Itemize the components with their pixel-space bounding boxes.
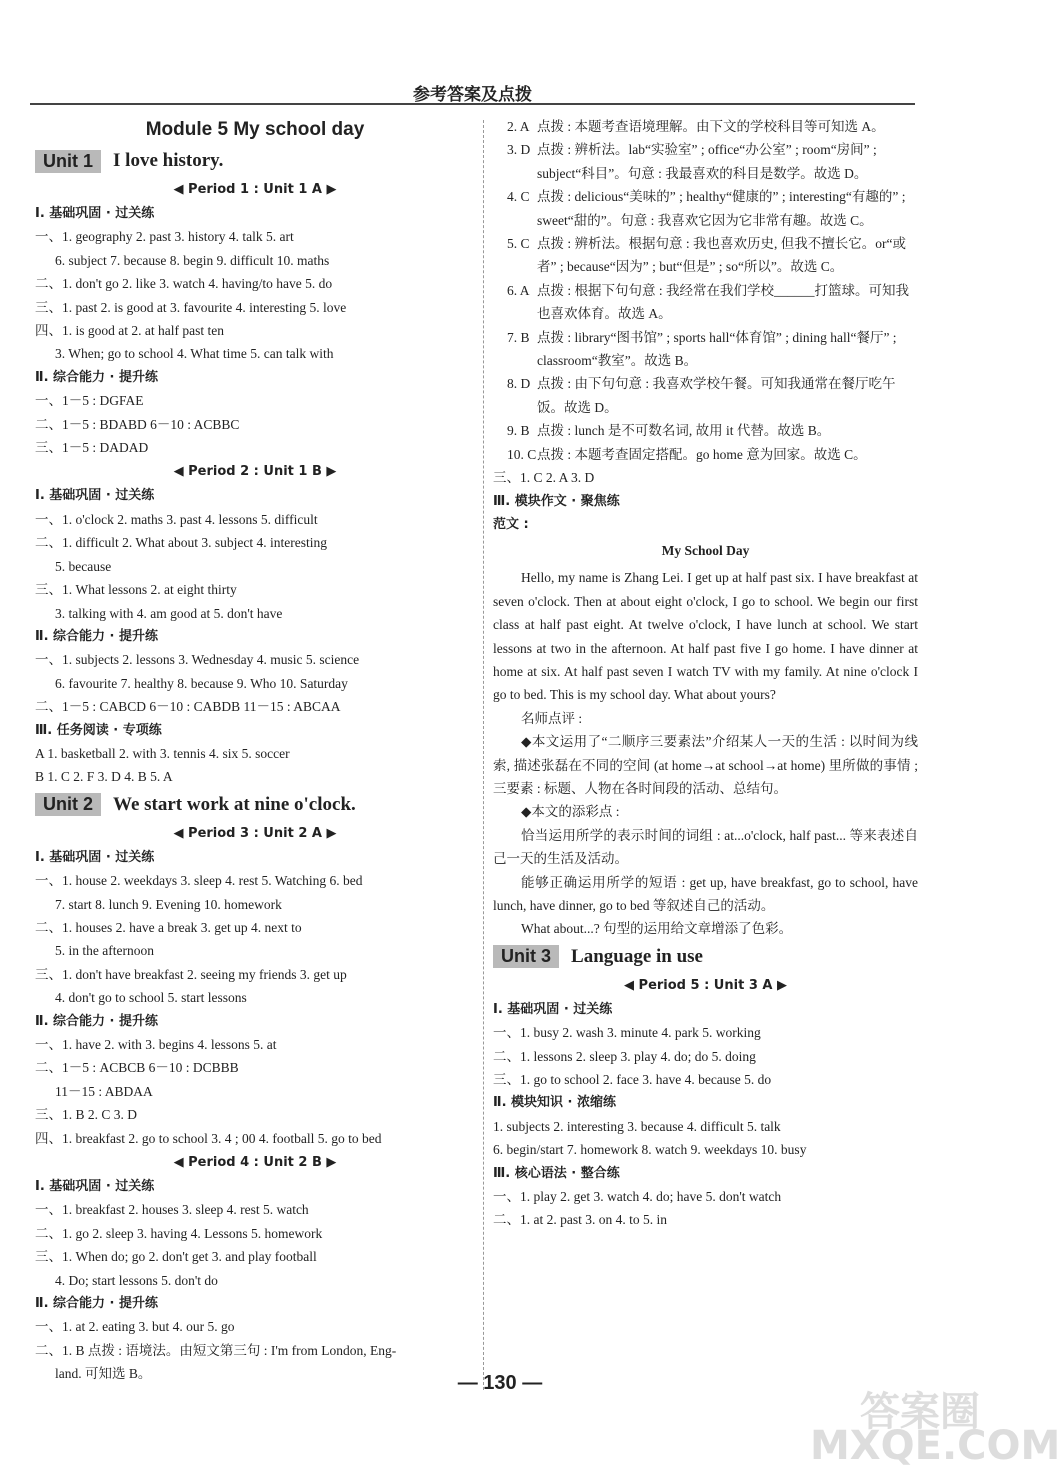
section-heading: Ⅰ. 基础巩固 · 过关练 bbox=[35, 206, 155, 221]
section-heading: Ⅰ. 基础巩固 · 过关练 bbox=[35, 488, 155, 504]
answer-number: 8. D bbox=[507, 376, 531, 392]
answer-item bbox=[493, 115, 918, 138]
answer-explanation: 点拨 : 本题考查固定搭配。go home 意为回家。故选 C。 bbox=[537, 446, 867, 462]
answer-item bbox=[493, 279, 918, 326]
answer-line: 1. subjects 2. interesting 3. because 4. difficult 5. talk bbox=[493, 1118, 781, 1134]
answer-line: 三、1. When do; go 2. don't get 3. and play football bbox=[35, 1249, 317, 1265]
essay-paragraph: 恰当运用所学的表示时间的词组 : at...o'clock, half past... 等来表述自己一天的生活及活动。 bbox=[493, 827, 918, 867]
section-heading: Ⅱ. 综合能力 · 提升练 bbox=[35, 628, 159, 644]
page-number: — 130 — bbox=[457, 1372, 543, 1394]
essay-paragraph: 名师点评 : bbox=[521, 710, 583, 726]
answer-line: 四、1. is good at 2. at half past ten bbox=[35, 323, 224, 339]
essay-paragraph: Hello, my name is Zhang Lei. I get up at half past six. I have breakfast at seven o'clock. Then at about eight o'clock, I go to school. We begin our first class at half past eight. At twelve o'clock, I have lunch at school. We start lessons at two in the afternoon. At half past five I go home. I have dinner at home at six. At half past seven I watch TV with my family. At nine o'clock I go to bed. This is my school day. What about yours? bbox=[493, 570, 918, 703]
answer-explanation: 点拨 : 辨析法。lab“实验室” ; office“办公室” ; room“房间” ; subject“科目”。句意 : 我最喜欢的科目是数学。故选 D。 bbox=[537, 142, 877, 181]
answer-item bbox=[493, 232, 918, 279]
answer-number: 3. D bbox=[507, 142, 531, 158]
answer-number: 6. A bbox=[507, 282, 530, 298]
section-heading: Ⅰ. 基础巩固 · 过关练 bbox=[35, 1179, 155, 1195]
answer-explanation: 点拨 : lunch 是不可数名词, 故用 it 代替。故选 B。 bbox=[537, 423, 831, 439]
answer-line: 二、1. difficult 2. What about 3. subject 4. interesting bbox=[35, 535, 327, 551]
period-heading: ◀ Period 1 : Unit 1 A ▶ bbox=[173, 182, 337, 197]
unit-title: We start work at nine o'clock. bbox=[113, 793, 356, 815]
section-heading: Ⅲ. 模块作文 · 聚焦练 bbox=[493, 493, 620, 509]
answer-explanation: 点拨 : 本题考查语境理解。由下文的学校科目等可知选 A。 bbox=[537, 119, 885, 134]
answer-explanation: 点拨 : library“图书馆” ; sports hall“体育馆” ; dining hall“餐厅” ; classroom“教室”。故选 B。 bbox=[537, 329, 897, 369]
answer-line-continued: 5. because bbox=[55, 558, 112, 574]
answer-line: 四、1. breakfast 2. go to school 3. 4 ; 00 4. football 5. go to bed bbox=[35, 1130, 382, 1146]
answer-line: 二、1－5 : BDABD 6－10 : ACBBC bbox=[35, 416, 240, 432]
answer-line: 三、1－5 : DADAD bbox=[35, 440, 149, 456]
right-column bbox=[493, 115, 918, 1232]
answer-line: B 1. C 2. F 3. D 4. B 5. A bbox=[35, 769, 173, 785]
section-heading: Ⅰ. 基础巩固 · 过关练 bbox=[35, 849, 155, 865]
answer-line-continued: land. 可知选 B。 bbox=[55, 1366, 152, 1382]
section-heading: Ⅱ. 模块知识 · 浓缩练 bbox=[493, 1095, 617, 1111]
watermark-logo bbox=[810, 1389, 1060, 1469]
answer-line: 一、1. at 2. eating 3. but 4. our 5. go bbox=[35, 1319, 235, 1335]
answer-item bbox=[493, 372, 918, 419]
answer-line: 二、1. houses 2. have a break 3. get up 4. next to bbox=[35, 919, 302, 935]
answer-line-continued: 3. When; go to school 4. What time 5. can talk with bbox=[55, 346, 334, 362]
period-heading: ◀ Period 2 : Unit 1 B ▶ bbox=[173, 464, 337, 480]
unit-badge: Unit 3 bbox=[493, 945, 559, 968]
period-heading: ◀ Period 5 : Unit 3 A ▶ bbox=[624, 977, 787, 993]
section-heading: Ⅲ. 核心语法 · 整合练 bbox=[493, 1165, 620, 1181]
answer-line: 三、1. What lessons 2. at eight thirty bbox=[35, 582, 237, 598]
answer-line: 三、1. past 2. is good at 3. favourite 4. interesting 5. love bbox=[35, 299, 347, 315]
answer-line-continued: 5. in the afternoon bbox=[55, 943, 154, 959]
answer-item bbox=[493, 326, 918, 373]
unit-title: I love history. bbox=[113, 150, 224, 171]
answer-line-continued: 6. subject 7. because 8. begin 9. difficult 10. maths bbox=[55, 252, 330, 268]
answer-line: 三、1. go to school 2. face 3. have 4. because 5. do bbox=[493, 1072, 772, 1088]
section-heading: Ⅱ. 综合能力 · 提升练 bbox=[35, 369, 159, 385]
left-column bbox=[35, 115, 475, 1386]
answer-number: 9. B bbox=[507, 423, 530, 439]
answer-number: 2. A bbox=[507, 119, 530, 134]
answer-line: 二、1－5 : ACBCB 6－10 : DCBBB bbox=[35, 1060, 239, 1076]
answer-line: 三、1. C 2. A 3. D bbox=[493, 470, 595, 486]
answer-explanation: 点拨 : 由下句句意 : 我喜欢学校午餐。可知我通常在餐厅吃午饭。故选 D。 bbox=[537, 376, 896, 415]
answer-item bbox=[493, 138, 918, 185]
section-heading: Ⅲ. 任务阅读 · 专项练 bbox=[35, 722, 162, 738]
essay-title: My School Day bbox=[661, 543, 750, 559]
answer-line: 一、1. busy 2. wash 3. minute 4. park 5. working bbox=[493, 1025, 761, 1041]
unit-badge: Unit 1 bbox=[35, 150, 101, 173]
essay-paragraph: ◆本文的添彩点 : bbox=[521, 804, 620, 820]
answer-explanation: 点拨 : 根据下句句意 : 我经常在我们学校______打篮球。可知我也喜欢体育。故选 A。 bbox=[537, 282, 910, 322]
answer-number: 7. B bbox=[507, 329, 530, 345]
answer-line: 一、1. house 2. weekdays 3. sleep 4. rest 5. Watching 6. bed bbox=[35, 873, 363, 889]
period-heading: ◀ Period 3 : Unit 2 A ▶ bbox=[173, 825, 337, 841]
answer-line: 二、1. lessons 2. sleep 3. play 4. do; do 5. doing bbox=[493, 1048, 756, 1064]
unit-badge: Unit 2 bbox=[35, 793, 101, 816]
answer-number: 10. C bbox=[507, 446, 537, 462]
header-rule bbox=[30, 103, 915, 105]
unit-heading bbox=[35, 145, 475, 177]
module-title: Module 5 My school day bbox=[145, 119, 365, 140]
answer-number: 5. C bbox=[507, 236, 530, 252]
answer-line: 二、1. go 2. sleep 3. having 4. Lessons 5. homework bbox=[35, 1225, 323, 1241]
answer-explanation: 点拨 : delicious“美味的” ; healthy“健康的” ; interesting“有趣的” ; sweet“甜的”。句意 : 我喜欢它因为它非常有趣。故选 C。 bbox=[537, 189, 906, 228]
answer-line: 一、1－5 : DGFAE bbox=[35, 393, 144, 409]
answer-number: 4. C bbox=[507, 189, 530, 205]
answer-line: 一、1. geography 2. past 3. history 4. talk 5. art bbox=[35, 229, 294, 245]
answer-line: 三、1. B 2. C 3. D bbox=[35, 1107, 138, 1123]
answer-explanation: 点拨 : 辨析法。根据句意 : 我也喜欢历史, 但我不擅长它。or“或者” ; because“因为” ; but“但是” ; so“所以”。故选 C。 bbox=[537, 236, 906, 275]
answer-line-continued: 4. Do; start lessons 5. don't do bbox=[55, 1272, 218, 1288]
answer-line-continued: 11－15 : ABDAA bbox=[55, 1083, 153, 1099]
answer-line-continued: 4. don't go to school 5. start lessons bbox=[55, 990, 247, 1006]
essay-paragraph: 能够正确运用所学的短语 : get up, have breakfast, go to school, have lunch, have dinner, go to bed 等叙述自己的活动。 bbox=[493, 874, 918, 913]
watermark-text: 答案圈 MXQE.COM bbox=[810, 1389, 1060, 1469]
answer-line: 二、1－5 : CABCD 6－10 : CABDB 11－15 : ABCAA bbox=[35, 699, 341, 715]
answer-line: 一、1. o'clock 2. maths 3. past 4. lessons 5. difficult bbox=[35, 511, 318, 527]
answer-line: 三、1. don't have breakfast 2. seeing my friends 3. get up bbox=[35, 966, 347, 982]
answer-line: 二、1. don't go 2. like 3. watch 4. having/to have 5. do bbox=[35, 276, 333, 292]
answer-line: 二、1. B 点拨 : 语境法。由短文第三句 : I'm from London, Eng- bbox=[35, 1342, 397, 1358]
essay-paragraph: What about...? 句型的运用给文章增添了色彩。 bbox=[521, 921, 793, 937]
unit-title: Language in use bbox=[571, 945, 703, 967]
answer-item bbox=[493, 419, 918, 442]
answer-item bbox=[493, 185, 918, 232]
answer-line-continued: 3. talking with 4. am good at 5. don't have bbox=[55, 605, 283, 621]
section-heading: Ⅰ. 基础巩固 · 过关练 bbox=[493, 1001, 613, 1017]
answer-line: 6. begin/start 7. homework 8. watch 9. weekdays 10. busy bbox=[493, 1142, 807, 1158]
page-header: 参考答案及点拨 bbox=[413, 85, 532, 105]
answer-line-continued: 7. start 8. lunch 9. Evening 10. homework bbox=[55, 896, 282, 912]
answer-line: A 1. basketball 2. with 3. tennis 4. six 5. soccer bbox=[35, 745, 290, 761]
essay-paragraph: ◆本文运用了“二顺序三要素法”介绍某人一天的生活 : 以时间为线索, 描述张磊在不同的空间 (at home→at school→at home) 里所做的事情 ; 三要素 : 标题、人物在各时间段的活动、总结句。 bbox=[493, 734, 918, 796]
unit-heading bbox=[35, 789, 475, 821]
column-divider bbox=[483, 120, 484, 1390]
answer-line: 一、1. play 2. get 3. watch 4. do; have 5. don't watch bbox=[493, 1189, 782, 1205]
section-heading: Ⅱ. 综合能力 · 提升练 bbox=[35, 1296, 159, 1312]
answer-line: 二、1. at 2. past 3. on 4. to 5. in bbox=[493, 1212, 667, 1228]
answer-item bbox=[493, 443, 918, 466]
answer-line-continued: 6. favourite 7. healthy 8. because 9. Who 10. Saturday bbox=[55, 675, 348, 691]
period-heading: ◀ Period 4 : Unit 2 B ▶ bbox=[173, 1155, 337, 1171]
answer-line: 一、1. breakfast 2. houses 3. sleep 4. rest 5. watch bbox=[35, 1202, 309, 1218]
answer-line: 一、1. subjects 2. lessons 3. Wednesday 4. music 5. science bbox=[35, 652, 360, 668]
unit-heading bbox=[493, 941, 918, 973]
section-heading: Ⅱ. 综合能力 · 提升练 bbox=[35, 1013, 159, 1029]
answer-line: 一、1. have 2. with 3. begins 4. lessons 5. at bbox=[35, 1037, 277, 1052]
section-heading: 范文 : bbox=[493, 516, 529, 532]
